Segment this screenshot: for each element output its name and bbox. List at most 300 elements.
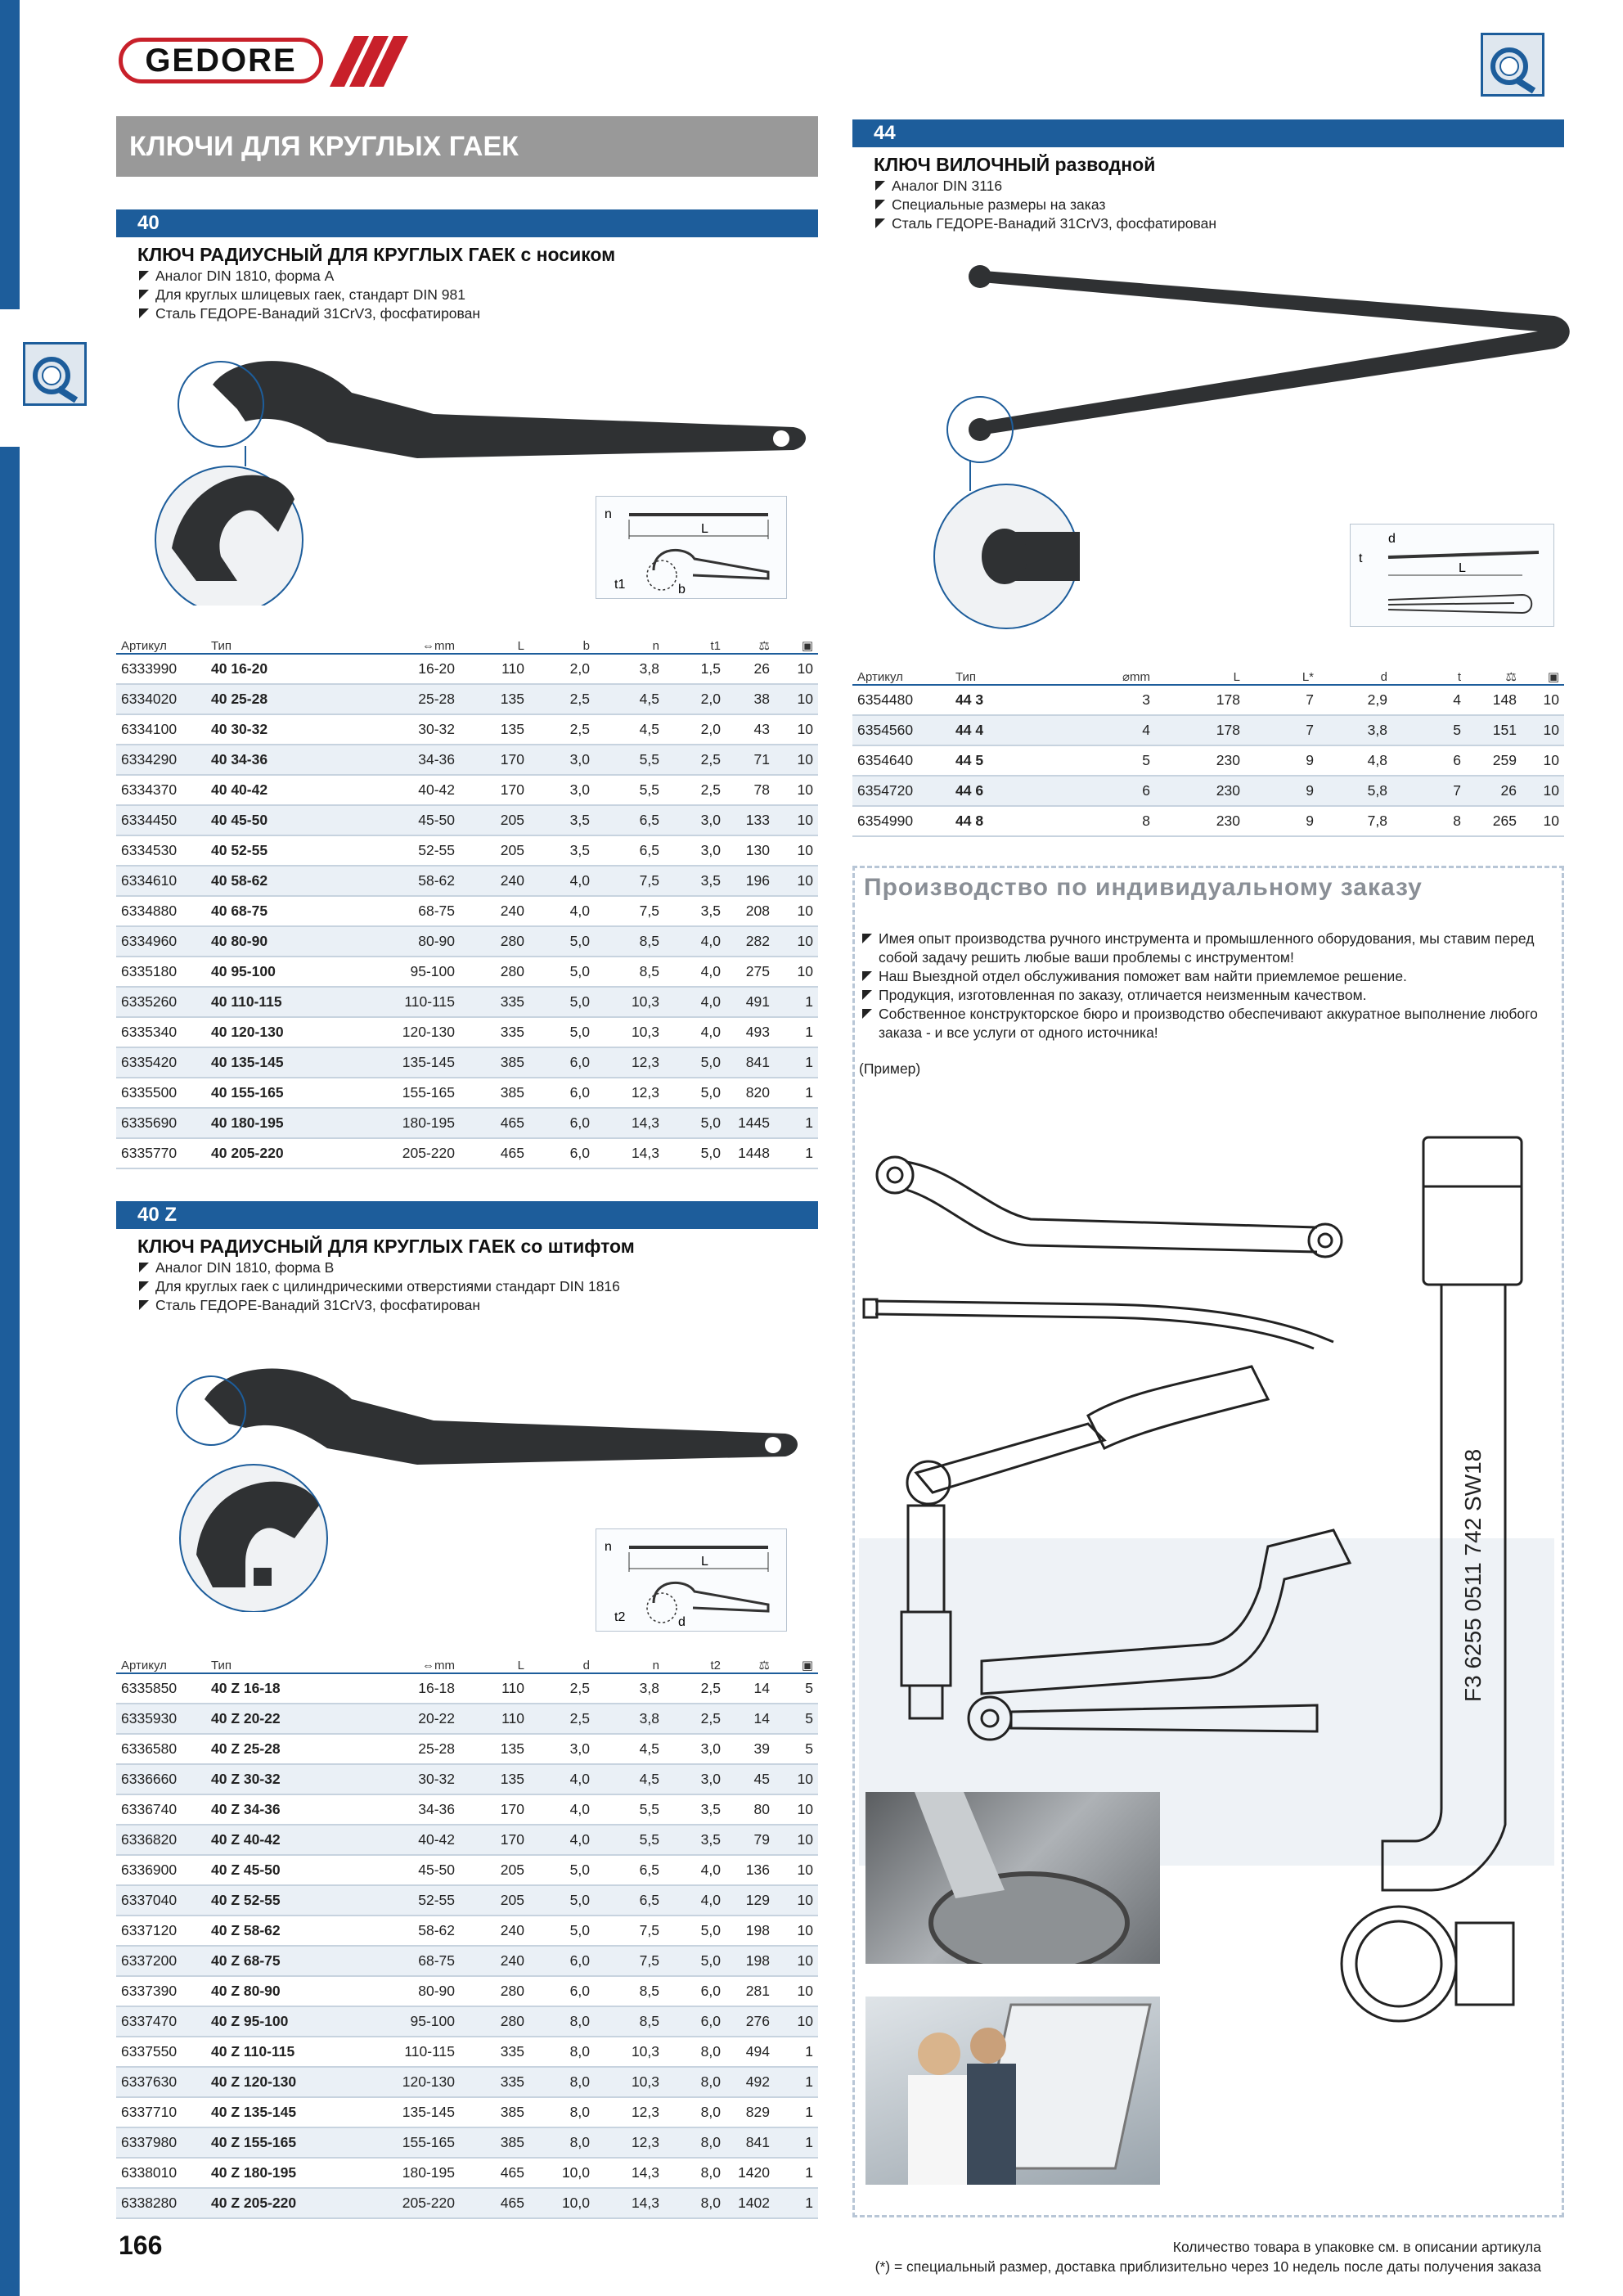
table-row [852,806,1564,836]
table-cell: 71 [726,745,775,775]
table-cell: 34-36 [362,1794,460,1825]
table-cell: 40 180-195 [206,1108,362,1138]
table-cell: 5,0 [529,987,595,1017]
table-cell: 282 [726,926,775,957]
table-cell: 178 [1155,685,1245,715]
table-cell: 5,0 [529,1855,595,1885]
table-row [116,1704,818,1734]
table-cell: 4,8 [1319,745,1392,776]
table-cell: 6337980 [116,2127,206,2158]
bullet: Продукция, изготовленная по заказу, отличается неизменным качеством. [861,986,1548,1005]
table-cell: 135 [460,1764,529,1794]
table-cell: 40 Z 58-62 [206,1916,362,1946]
table-cell: 8,0 [529,2097,595,2127]
table-cell: 8,5 [595,2006,664,2037]
footer-special-size-note: (*) = специальный размер, доставка приблизительно через 10 недель после даты получения заказа [874,2258,1541,2275]
table-row [116,745,818,775]
package-icon: ▣ [1547,670,1559,684]
table-cell: 12,3 [595,2127,664,2158]
table-cell: 10 [775,684,818,714]
table-cell: 1 [775,2097,818,2127]
table-cell: 40 Z 30-32 [206,1764,362,1794]
table-cell: 40 Z 40-42 [206,1825,362,1855]
table-cell: 95-100 [362,957,460,987]
table-cell: 281 [726,1976,775,2006]
table-cell: 6337120 [116,1916,206,1946]
table-cell: 110 [460,654,529,684]
table-cell: 8,0 [664,2097,726,2127]
table-row [116,2097,818,2127]
table-cell: 6335850 [116,1673,206,1704]
table-cell: 4,0 [529,1764,595,1794]
table-cell: 38 [726,684,775,714]
table-cell: 155-165 [362,2127,460,2158]
table-row [116,2188,818,2218]
bullet: Аналог DIN 1810, форма B [137,1258,808,1277]
table-cell: 6335260 [116,987,206,1017]
table-cell: 14,3 [595,1138,664,1168]
col-article: Артикул [116,1658,206,1673]
col-d: d [529,1658,595,1673]
table-cell: 25-28 [362,1734,460,1764]
table-row [116,805,818,835]
table-cell: 6333990 [116,654,206,684]
table-cell: 40 80-90 [206,926,362,957]
table-cell: 5,0 [529,957,595,987]
table-cell: 45-50 [362,805,460,835]
table-cell: 230 [1155,776,1245,806]
table-row [116,1734,818,1764]
table-cell: 3,5 [529,835,595,866]
table-cell: 1 [775,2188,818,2218]
table-cell: 6335930 [116,1704,206,1734]
table-cell: 6336900 [116,1855,206,1885]
table-row [116,1078,818,1108]
table-row [116,1855,818,1885]
table-cell: 1 [775,2158,818,2188]
table-cell: 14,3 [595,2158,664,2188]
table-row [116,1047,818,1078]
table-cell: 6336740 [116,1794,206,1825]
table-cell: 280 [460,926,529,957]
table-cell: 26 [726,654,775,684]
table-cell: 136 [726,1855,775,1885]
table-cell: 8,5 [595,926,664,957]
table-cell: 1 [775,2127,818,2158]
table-cell: 40 30-32 [206,714,362,745]
table-cell: 6337200 [116,1946,206,1976]
table-cell: 40 25-28 [206,684,362,714]
table-cell: 5,0 [529,1916,595,1946]
table-cell: 10,3 [595,2067,664,2097]
table-cell: 180-195 [362,2158,460,2188]
bullet: Для круглых шлицевых гаек, стандарт DIN 981 [137,286,808,304]
table-cell: 5,5 [595,1794,664,1825]
table-cell: 3,0 [664,805,726,835]
table-cell: 6335690 [116,1108,206,1138]
table-cell: 5 [775,1734,818,1764]
custom-order-title: Производство по индивидуальному заказу [864,874,1423,901]
table-row [852,715,1564,745]
gedore-logo [119,36,413,88]
col-article: Артикул [852,669,951,685]
table-cell: 205-220 [362,2188,460,2218]
weight-icon: ⚖ [758,1659,770,1672]
table-row [116,2006,818,2037]
table-cell: 230 [1155,806,1245,836]
table-cell: 10 [775,896,818,926]
col-n: n [595,1658,664,1673]
table-row [116,2127,818,2158]
table-row [116,684,818,714]
table-cell: 6,0 [529,1108,595,1138]
table-cell: 10 [775,745,818,775]
table-cell: 6354560 [852,715,951,745]
table-cell: 280 [460,1976,529,2006]
table-cell: 6337470 [116,2006,206,2037]
table-cell: 3,5 [664,866,726,896]
table-cell: 10 [775,805,818,835]
logo-stripes-icon [330,36,411,87]
table-cell: 120-130 [362,1017,460,1047]
table-cell: 40 Z 25-28 [206,1734,362,1764]
table-cell: 4,0 [529,1825,595,1855]
table-row [116,1764,818,1794]
table-cell: 465 [460,2158,529,2188]
table-cell: 10 [775,835,818,866]
table-cell: 10 [775,1764,818,1794]
table-cell: 2,0 [529,654,595,684]
table-cell: 1448 [726,1138,775,1168]
table-cell: 110-115 [362,2037,460,2067]
table-row [116,835,818,866]
table-cell: 6337390 [116,1976,206,2006]
table-cell: 40 Z 180-195 [206,2158,362,2188]
col-type: Тип [206,638,362,654]
table-cell: 3,0 [664,1764,726,1794]
col-weight [726,638,775,654]
bullet: Для круглых гаек с цилиндрическими отверстиями стандарт DIN 1816 [137,1277,808,1296]
section-44-dimension-diagram [1350,524,1554,627]
table-cell: 58-62 [362,866,460,896]
table-cell: 3,8 [595,1704,664,1734]
table-cell: 78 [726,775,775,805]
table-cell: 7,5 [595,866,664,896]
table-cell: 6334530 [116,835,206,866]
col-t2: t2 [664,1658,726,1673]
table-cell: 492 [726,2067,775,2097]
table-cell: 3,5 [664,1825,726,1855]
table-cell: 6335500 [116,1078,206,1108]
table-cell: 6337040 [116,1885,206,1916]
table-cell: 6337710 [116,2097,206,2127]
table-cell: 5,0 [529,1885,595,1916]
table-row [116,896,818,926]
diagram-label-d: d [1388,532,1396,546]
table-cell: 2,0 [664,684,726,714]
table-cell: 6,0 [529,1976,595,2006]
table-cell: 14,3 [595,1108,664,1138]
section-44-table [852,669,1564,837]
table-cell: 1 [775,1108,818,1138]
table-row [116,1885,818,1916]
table-cell: 5 [775,1673,818,1704]
table-cell: 44 6 [951,776,1065,806]
table-cell: 7,5 [595,1946,664,1976]
table-cell: 14,3 [595,2188,664,2218]
table-cell: 1 [775,2067,818,2097]
table-cell: 3,5 [529,805,595,835]
bullet: Аналог DIN 1810, форма A [137,267,808,286]
table-cell: 841 [726,2127,775,2158]
diagram-label-n: n [605,1540,612,1554]
table-cell: 6335340 [116,1017,206,1047]
table-cell: 3,0 [529,1734,595,1764]
table-cell: 45-50 [362,1855,460,1885]
table-row [116,714,818,745]
table-cell: 16-20 [362,654,460,684]
example-label: (Пример) [859,1060,921,1077]
table-cell: 10 [775,957,818,987]
table-cell: 5,0 [664,1138,726,1168]
diagram-label-L: L [701,1555,708,1569]
table-cell: 10 [1522,776,1564,806]
table-cell: 4,5 [595,714,664,745]
table-cell: 6354480 [852,685,951,715]
table-cell: 8,0 [529,2006,595,2037]
table-cell: 95-100 [362,2006,460,2037]
table-cell: 40 58-62 [206,866,362,896]
table-cell: 1 [775,987,818,1017]
table-cell: 135-145 [362,1047,460,1078]
table-cell: 6336580 [116,1734,206,1764]
table-cell: 40-42 [362,1825,460,1855]
bullet: Специальные размеры на заказ [874,196,1544,214]
table-cell: 34-36 [362,745,460,775]
table-row [116,654,818,684]
table-cell: 4,0 [664,926,726,957]
table-cell: 335 [460,2037,529,2067]
section-40-bullets [137,267,808,323]
table-cell: 208 [726,896,775,926]
table-cell: 9 [1245,745,1319,776]
table-cell: 110-115 [362,987,460,1017]
table-cell: 3,0 [529,745,595,775]
table-header [852,669,1564,685]
table-cell: 10 [775,926,818,957]
table-cell: 5,5 [595,775,664,805]
table-cell: 5,5 [595,1825,664,1855]
table-cell: 43 [726,714,775,745]
table-cell: 230 [1155,745,1245,776]
table-cell: 40 16-20 [206,654,362,684]
table-cell: 335 [460,987,529,1017]
photo-engineers-at-board [865,1997,1160,2185]
table-cell: 40 95-100 [206,957,362,987]
table-cell: 2,5 [664,1673,726,1704]
table-cell: 820 [726,1078,775,1108]
table-cell: 10 [775,775,818,805]
table-cell: 1402 [726,2188,775,2218]
table-cell: 40 155-165 [206,1078,362,1108]
col-pack [775,638,818,654]
col-t1: t1 [664,638,726,654]
col-type: Тип [206,1658,362,1673]
table-cell: 465 [460,2188,529,2218]
table-cell: 8,0 [529,2127,595,2158]
section-40z-bullets [137,1258,808,1315]
bullet: Собственное конструкторское бюро и производство обеспечивают аккуратное выполнение любого заказа - и все услуги от одного источника! [861,1005,1548,1042]
col-size: ⇔mm [362,1658,460,1673]
table-row [116,1946,818,1976]
diagram-label-t: t [1359,551,1363,565]
table-cell: 10 [1522,685,1564,715]
col-article: Артикул [116,638,206,654]
section-40z-table [116,1658,818,2219]
table-row [116,1794,818,1825]
table-cell: 1,5 [664,654,726,684]
table-cell: 4,0 [664,1885,726,1916]
table-cell: 10 [775,1916,818,1946]
table-cell: 829 [726,2097,775,2127]
table-cell: 170 [460,745,529,775]
table-cell: 1 [775,1078,818,1108]
table-cell: 6334610 [116,866,206,896]
col-t: t [1392,669,1466,685]
table-cell: 280 [460,957,529,987]
table-cell: 8,5 [595,957,664,987]
table-cell: 80 [726,1794,775,1825]
table-cell: 335 [460,1017,529,1047]
table-cell: 6335180 [116,957,206,987]
table-cell: 205 [460,805,529,835]
table-cell: 120-130 [362,2067,460,2097]
table-cell: 3,8 [595,1673,664,1704]
table-cell: 5 [1392,715,1466,745]
table-cell: 4,0 [529,866,595,896]
col-size: ⇔mm [362,638,460,654]
section-40z-code: 40 Z [116,1201,818,1229]
table-row [116,2158,818,2188]
table-cell: 52-55 [362,835,460,866]
table-cell: 10 [775,866,818,896]
table-cell: 6,0 [529,1138,595,1168]
table-cell: 155-165 [362,1078,460,1108]
table-cell: 8 [1065,806,1155,836]
table-cell: 240 [460,866,529,896]
table-cell: 1 [775,2037,818,2067]
table-cell: 170 [460,775,529,805]
table-row [116,1976,818,2006]
table-cell: 12,3 [595,1047,664,1078]
table-cell: 5,0 [529,1017,595,1047]
bullet: Аналог DIN 3116 [874,177,1544,196]
table-cell: 493 [726,1017,775,1047]
table-cell: 1 [775,1138,818,1168]
table-cell: 259 [1466,745,1522,776]
table-row [116,1673,818,1704]
diagram-label-t1: t1 [614,578,626,592]
table-cell: 40 Z 155-165 [206,2127,362,2158]
table-cell: 198 [726,1946,775,1976]
table-cell: 4,0 [529,1794,595,1825]
table-cell: 4,0 [529,896,595,926]
table-row [852,745,1564,776]
table-cell: 40 45-50 [206,805,362,835]
table-cell: 10 [775,1976,818,2006]
section-44-bullets [874,177,1544,233]
table-cell: 5 [775,1704,818,1734]
table-row [116,987,818,1017]
table-cell: 8 [1392,806,1466,836]
table-cell: 68-75 [362,1946,460,1976]
table-row [116,775,818,805]
bullet: Сталь ГЕДОРЕ-Ванадий 31CrV3, фосфатирован [137,1296,808,1315]
table-cell: 465 [460,1108,529,1138]
table-cell: 151 [1466,715,1522,745]
table-cell: 6334020 [116,684,206,714]
table-cell: 5,0 [664,1946,726,1976]
table-cell: 30-32 [362,714,460,745]
package-icon: ▣ [801,1659,813,1672]
table-cell: 6,5 [595,1885,664,1916]
table-cell: 5,0 [664,1108,726,1138]
col-weight [1466,669,1522,685]
table-cell: 1 [775,1017,818,1047]
table-cell: 3,5 [664,1794,726,1825]
table-cell: 10 [775,1794,818,1825]
table-cell: 8,0 [529,2037,595,2067]
col-Lstar: L* [1245,669,1319,685]
table-cell: 6,0 [529,1946,595,1976]
table-header [116,638,818,654]
table-cell: 135 [460,684,529,714]
table-cell: 7,5 [595,1916,664,1946]
page-number: 166 [119,2231,163,2260]
table-cell: 40 68-75 [206,896,362,926]
table-cell: 6334450 [116,805,206,835]
table-cell: 240 [460,896,529,926]
table-cell: 2,5 [529,1704,595,1734]
section-40-table [116,638,818,1169]
table-cell: 5,8 [1319,776,1392,806]
table-cell: 7 [1245,715,1319,745]
table-cell: 2,5 [529,1673,595,1704]
table-cell: 3,0 [664,835,726,866]
table-cell: 5,0 [664,1078,726,1108]
table-cell: 276 [726,2006,775,2037]
table-cell: 4,5 [595,684,664,714]
col-L: L [1155,669,1245,685]
table-cell: 10,0 [529,2158,595,2188]
footer-pack-note: Количество товара в упаковке см. в описании артикула [1172,2239,1541,2255]
table-row [852,685,1564,715]
table-cell: 196 [726,866,775,896]
table-cell: 5,5 [595,745,664,775]
diagram-label-t2: t2 [614,1610,626,1624]
table-cell: 4,0 [664,1855,726,1885]
section-44-title: КЛЮЧ ВИЛОЧНЫЙ разводной [874,154,1156,175]
table-cell: 6,5 [595,1855,664,1885]
table-cell: 5,0 [664,1047,726,1078]
table-cell: 6354720 [852,776,951,806]
table-cell: 6354990 [852,806,951,836]
table-cell: 6,0 [529,1047,595,1078]
section-40-title: КЛЮЧ РАДИУСНЫЙ ДЛЯ КРУГЛЫХ ГАЕК с носиком [137,244,616,265]
table-cell: 385 [460,2097,529,2127]
table-row [116,1108,818,1138]
table-cell: 40 Z 95-100 [206,2006,362,2037]
